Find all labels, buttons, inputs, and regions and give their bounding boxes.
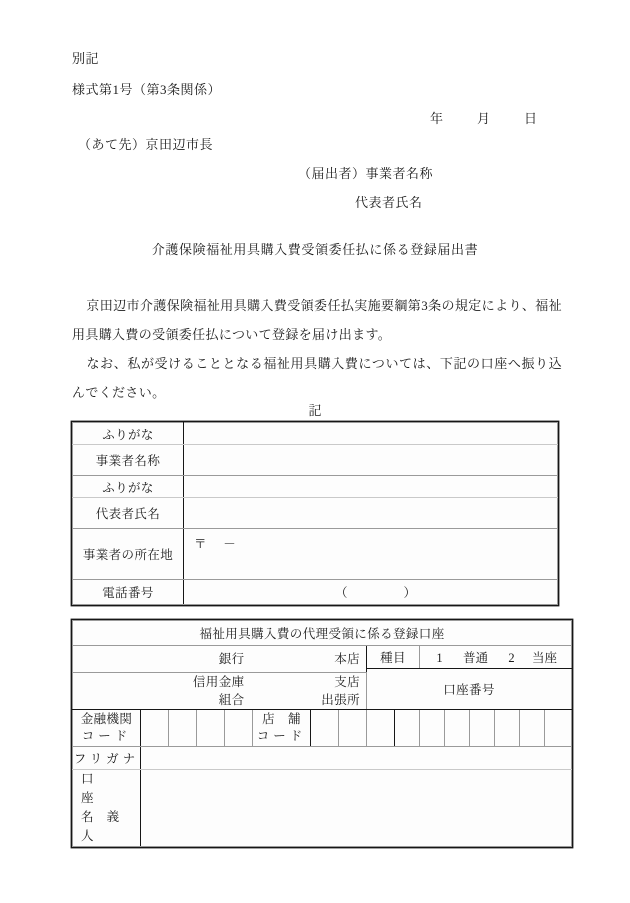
table-row <box>73 621 572 646</box>
table-row <box>73 445 558 476</box>
account-kind-1-name: 普通 <box>463 651 489 665</box>
table-row <box>73 747 572 770</box>
holder-name-label-line2: 名 義 人 <box>81 810 125 843</box>
applicant-table <box>72 422 558 605</box>
institution-code-digit-4[interactable] <box>225 710 253 747</box>
institution-code-label <box>73 710 141 747</box>
applicant-representative-label: 代表者氏名 <box>73 498 184 529</box>
institution-code-digit-2[interactable] <box>169 710 197 747</box>
table-row <box>73 646 572 669</box>
branch-code-label <box>253 710 311 747</box>
institution-code-label-line2: コード <box>81 729 132 743</box>
bank-institution-name-cell[interactable] <box>73 646 253 673</box>
body-paragraph-2 <box>72 349 562 407</box>
table-row <box>73 529 558 580</box>
branch-code-label-line2: コード <box>256 729 307 743</box>
phone-close-paren: ） <box>403 586 417 600</box>
institution-type-kumiai: 組合 <box>218 693 245 707</box>
table-row <box>73 770 572 847</box>
date-year-label: 年 <box>430 111 444 126</box>
applicant-furigana-1-value[interactable] <box>184 423 558 445</box>
branch-type-satellite: 出張所 <box>321 693 360 707</box>
institution-type-shinkin-row <box>73 673 253 710</box>
branch-type-rest <box>253 673 367 710</box>
applicant-phone-label: 電話番号 <box>73 580 184 605</box>
holder-furigana-label-text: フリガナ <box>73 752 140 766</box>
body-paragraph-1-text: 京田辺市介護保険福祉用具購入費受領委任払実施要綱第3条の規定により、福祉用具購入費の受領委任払について登録を届け出ます。 <box>72 298 562 342</box>
applicant-business-name-label: 事業者名称 <box>73 445 184 476</box>
postal-code-hint <box>184 529 557 552</box>
holder-furigana-label <box>73 747 141 770</box>
holder-furigana-value[interactable] <box>141 747 572 770</box>
ki-mark: 記 <box>308 403 322 418</box>
phone-open-paren: （ <box>334 586 348 600</box>
branch-code-digit-2[interactable] <box>339 710 367 747</box>
account-number-digit-7[interactable] <box>545 710 572 747</box>
applicant-representative-value[interactable] <box>184 498 558 529</box>
date-month-label: 月 <box>477 111 491 126</box>
applicant-furigana-2-value[interactable] <box>184 476 558 498</box>
bekki-label: 別記 <box>72 51 100 66</box>
applicant-address-label: 事業者の所在地 <box>73 529 184 580</box>
account-kind-options[interactable] <box>420 646 572 669</box>
branch-type-branch: 支店 <box>334 675 360 689</box>
institution-code-label-line1: 金融機関 <box>80 712 133 726</box>
branch-code-digit-3[interactable] <box>367 710 395 747</box>
bank-branch-name-cell[interactable] <box>253 646 367 673</box>
account-number-digit-1[interactable] <box>395 710 420 747</box>
submitter-line: （届出者）事業者名称 <box>298 166 434 181</box>
account-kind-2-name: 当座 <box>532 651 558 665</box>
institution-code-digit-1[interactable] <box>141 710 169 747</box>
branch-code-label-line1: 店 舗 <box>262 712 301 726</box>
document-title: 介護保険福祉用具購入費受領委任払に係る登録届出書 <box>151 242 479 257</box>
institution-code-digit-3[interactable] <box>197 710 225 747</box>
postal-mark-icon: 〒 <box>194 537 207 551</box>
institution-type-bank: 銀行 <box>218 652 245 666</box>
account-number-digit-4[interactable] <box>470 710 495 747</box>
body-paragraph-2-text: なお、私が受けることとなる福祉用具購入費については、下記の口座へ振り込んでください。 <box>72 356 562 400</box>
account-number-digit-3[interactable] <box>445 710 470 747</box>
applicant-furigana-2-label: ふりがな <box>73 476 184 498</box>
account-number-digit-2[interactable] <box>420 710 445 747</box>
institution-type-shinkin: 信用金庫 <box>192 675 245 689</box>
holder-name-label-line1: 口 座 <box>81 772 134 805</box>
table-row <box>73 580 558 605</box>
date-line <box>430 108 537 127</box>
holder-name-value[interactable] <box>141 770 572 847</box>
table-row <box>73 710 572 747</box>
branch-type-head-office: 本店 <box>334 652 360 666</box>
account-kind-options-text <box>420 648 571 666</box>
bank-account-table <box>72 620 572 847</box>
postal-dash: － <box>223 537 236 551</box>
branch-code-digit-1[interactable] <box>311 710 339 747</box>
account-number-digit-5[interactable] <box>495 710 520 747</box>
table-row <box>73 476 558 498</box>
date-day-label: 日 <box>524 111 538 126</box>
account-number-label: 口座番号 <box>367 669 572 710</box>
account-number-digit-6[interactable] <box>520 710 545 747</box>
table-row <box>73 423 558 445</box>
body-paragraph-1 <box>72 291 562 349</box>
addressee-line: （あて先）京田辺市長 <box>78 137 214 152</box>
holder-name-label-text <box>73 770 140 846</box>
applicant-address-value[interactable] <box>184 529 558 580</box>
form-number-label: 様式第1号（第3条関係） <box>72 82 222 97</box>
account-kind-1-number: 1 <box>436 651 443 665</box>
phone-paren-hint <box>184 583 557 601</box>
table-row <box>73 498 558 529</box>
representative-line: 代表者氏名 <box>355 195 423 210</box>
applicant-furigana-1-label: ふりがな <box>73 423 184 445</box>
institution-code-label-text <box>73 711 140 745</box>
applicant-phone-value[interactable] <box>184 580 558 605</box>
bank-table-title: 福祉用具購入費の代理受領に係る登録口座 <box>73 621 572 646</box>
account-kind-2-number: 2 <box>508 651 515 665</box>
branch-code-label-text <box>253 711 310 745</box>
holder-name-label <box>73 770 141 847</box>
account-kind-label: 種目 <box>367 646 420 669</box>
applicant-business-name-value[interactable] <box>184 445 558 476</box>
